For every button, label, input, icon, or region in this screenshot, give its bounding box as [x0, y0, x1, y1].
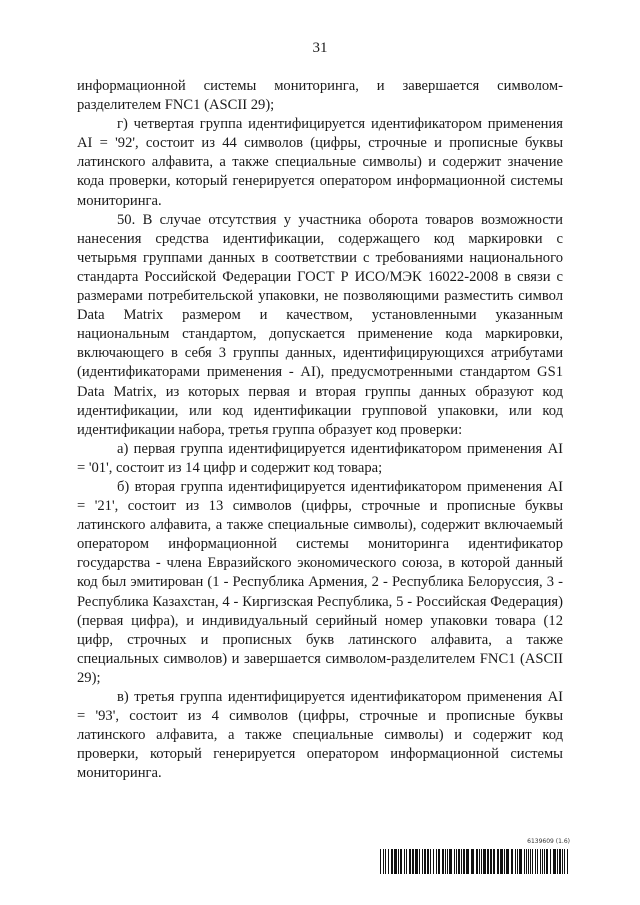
paragraph-clause-50: 50. В случае отсутствия у участника оборота товаров возможности нанесения средства идентификации, содержащего код маркировки с четырьмя группами данных в соответствии с требованиями национального стандарта Российской Федерации ГОСТ Р ИСО/МЭК 16022-2008 в связи с размерами потребительской упаковки, не позволяющими разместить символ Data Matrix размером и качеством, установленными указанным национальным стандартом, допускается применение кода маркировки, включающего в себя 3 группы данных, идентифицирующихся атрибутами (идентификаторами применения - AI), предусмотренными стандартом GS1 Data Matrix, из которых первая и вторая группы данных образуют код идентификации, или код идентификации групповой упаковки, или код идентификации набора, третья группа образует код проверки:	[77, 211, 563, 438]
page-number: 31	[312, 40, 328, 56]
footer-barcode-area	[380, 838, 570, 878]
paragraph-continuation: информационной системы мониторинга, и завершается символом-разделителем FNC1 (ASCII 29);	[77, 78, 563, 114]
paragraph-item-b: б) вторая группа идентифицируется идентификатором применения AI = '21', состоит из 13 символов (цифры, строчные и прописные буквы латинского алфавита, а также специальные символы), содержит включаемый оператором информационной системы мониторинга идентификатор государства - члена Евразийского экономического союза, в которой данный код был эмитирован (1 - Республика Армения, 2 - Республика Белоруссия, 3 - Республика Казахстан, 4 - Киргизская Республика, 5 - Российская Федерация) (первая цифра), и индивидуальный серийный номер упаковки товара (12 цифр, строчных и прописных букв латинского алфавита, а также специальных символов) и завершается символом-разделителем FNC1 (ASCII 29);	[77, 478, 563, 686]
paragraph-item-v: в) третья группа идентифицируется идентификатором применения AI = '93', состоит из 4 символов (цифры, строчные и прописные буквы латинского алфавита, а также специальные символы) и содержит код проверки, который генерируется оператором информационной системы мониторинга.	[77, 689, 563, 782]
paragraph-item-g: г) четвертая группа идентифицируется идентификатором применения AI = '92', состоит из 44 символов (цифры, строчные и прописные буквы латинского алфавита, а также специальные символы) и содержит значение кода проверки, который генерируется оператором информационной системы мониторинга.	[77, 116, 563, 209]
barcode-caption: 6139609 (1.6)	[527, 838, 570, 845]
paragraph-item-a: а) первая группа идентифицируется идентификатором применения AI = '01', состоит из 14 цифр и содержит код товара;	[77, 440, 563, 476]
barcode-icon	[380, 849, 570, 874]
document-body	[77, 77, 563, 783]
